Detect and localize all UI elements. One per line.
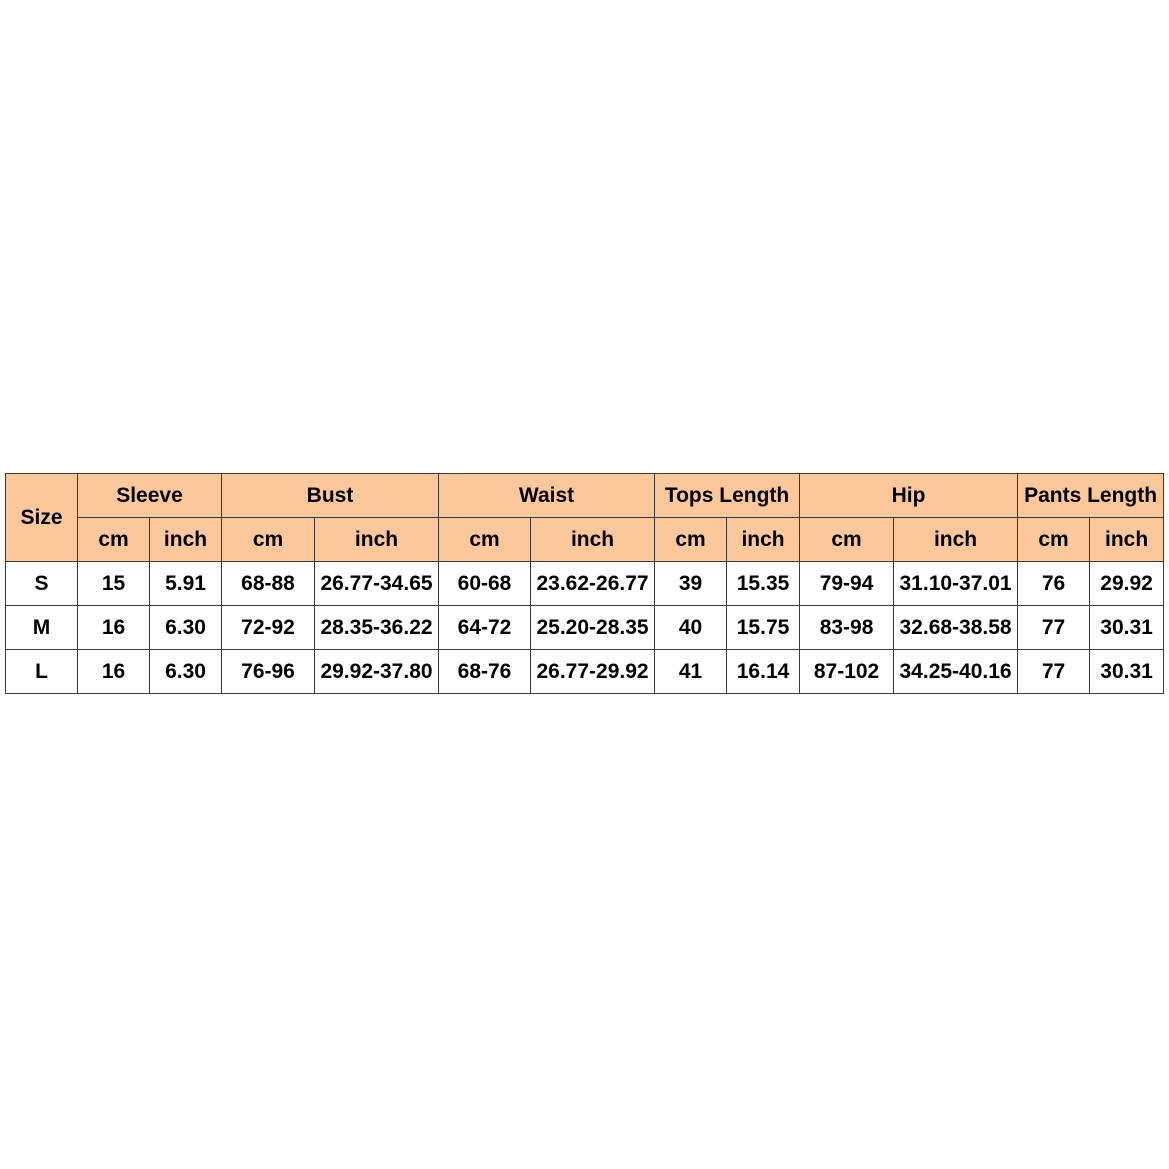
unit-header-cell: inch: [315, 518, 439, 562]
table-cell: 76-96: [222, 650, 315, 694]
table-cell: 15: [78, 562, 150, 606]
group-header-waist: Waist: [439, 474, 655, 518]
group-header-sleeve: Sleeve: [78, 474, 222, 518]
size-chart-table: [5, 473, 1164, 694]
table-cell: 29.92: [1090, 562, 1164, 606]
table-cell: 68-88: [222, 562, 315, 606]
unit-header-cell: cm: [78, 518, 150, 562]
table-cell: 15.35: [727, 562, 800, 606]
table-row: [6, 562, 1164, 606]
group-header-row: [6, 474, 1164, 518]
table-cell: 15.75: [727, 606, 800, 650]
table-cell: 30.31: [1090, 650, 1164, 694]
unit-header-cell: inch: [727, 518, 800, 562]
table-cell: 41: [655, 650, 727, 694]
table-cell: 32.68-38.58: [894, 606, 1018, 650]
table-cell: 34.25-40.16: [894, 650, 1018, 694]
unit-header-cell: inch: [894, 518, 1018, 562]
unit-header-cell: cm: [439, 518, 531, 562]
group-header-pants-length: Pants Length: [1018, 474, 1164, 518]
size-cell: L: [6, 650, 78, 694]
table-cell: 30.31: [1090, 606, 1164, 650]
group-header-hip: Hip: [800, 474, 1018, 518]
unit-header-cell: cm: [1018, 518, 1090, 562]
table-cell: 16: [78, 650, 150, 694]
table-cell: 76: [1018, 562, 1090, 606]
unit-header-cell: cm: [222, 518, 315, 562]
table-cell: 87-102: [800, 650, 894, 694]
unit-header-cell: inch: [150, 518, 222, 562]
size-header: Size: [6, 474, 78, 562]
table-cell: 68-76: [439, 650, 531, 694]
table-cell: 40: [655, 606, 727, 650]
size-cell: M: [6, 606, 78, 650]
table-cell: 77: [1018, 650, 1090, 694]
table-cell: 26.77-29.92: [531, 650, 655, 694]
table-cell: 25.20-28.35: [531, 606, 655, 650]
group-header-tops-length: Tops Length: [655, 474, 800, 518]
table-cell: 77: [1018, 606, 1090, 650]
table-cell: 6.30: [150, 606, 222, 650]
table-cell: 79-94: [800, 562, 894, 606]
unit-header-cell: inch: [1090, 518, 1164, 562]
table-cell: 72-92: [222, 606, 315, 650]
unit-header-row: [6, 518, 1164, 562]
table-cell: 31.10-37.01: [894, 562, 1018, 606]
table-cell: 16: [78, 606, 150, 650]
table-cell: 83-98: [800, 606, 894, 650]
table-cell: 39: [655, 562, 727, 606]
table-row: [6, 606, 1164, 650]
size-cell: S: [6, 562, 78, 606]
table-cell: 64-72: [439, 606, 531, 650]
unit-header-cell: cm: [655, 518, 727, 562]
unit-header-cell: cm: [800, 518, 894, 562]
table-row: [6, 650, 1164, 694]
table-cell: 26.77-34.65: [315, 562, 439, 606]
group-header-bust: Bust: [222, 474, 439, 518]
table-cell: 16.14: [727, 650, 800, 694]
table-cell: 5.91: [150, 562, 222, 606]
table-cell: 29.92-37.80: [315, 650, 439, 694]
table-cell: 6.30: [150, 650, 222, 694]
unit-header-cell: inch: [531, 518, 655, 562]
table-cell: 60-68: [439, 562, 531, 606]
table-cell: 28.35-36.22: [315, 606, 439, 650]
table-cell: 23.62-26.77: [531, 562, 655, 606]
